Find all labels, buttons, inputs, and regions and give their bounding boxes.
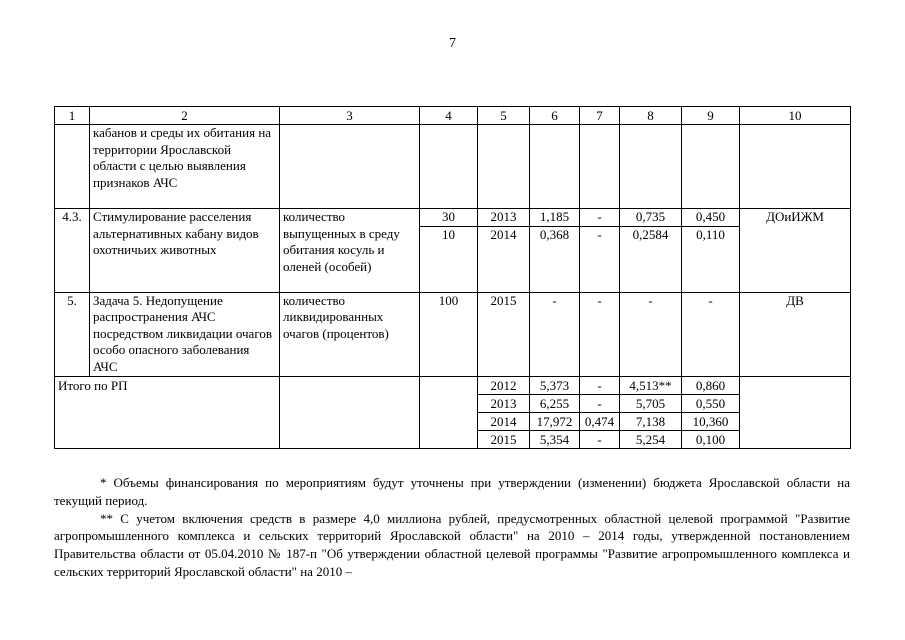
cell-value: 0,2584: [620, 226, 682, 292]
cell-value: 6,255: [530, 394, 580, 412]
header-cell: 3: [280, 107, 420, 125]
cell-value: -: [580, 394, 620, 412]
cell-value: 5,254: [620, 430, 682, 448]
cell-value: 30: [420, 209, 478, 227]
cell-value: -: [580, 292, 620, 376]
table-row-4-3: [55, 209, 851, 227]
cell-value: -: [580, 430, 620, 448]
cell-value: 5,373: [530, 376, 580, 394]
cell-text: Задача 5. Недопущение распространения АЧС посредством ликвидации очагов особо опасного заболевания АЧС: [90, 292, 280, 376]
executor-cell: ДОиИЖМ: [740, 209, 851, 293]
row-number: 4.3.: [55, 209, 90, 293]
cell-value: 2013: [478, 394, 530, 412]
cell-value: 17,972: [530, 412, 580, 430]
footnotes: [54, 474, 850, 581]
program-table: [54, 106, 851, 449]
empty-cell: [478, 125, 530, 209]
table-row-5: [55, 292, 851, 376]
empty-cell: [580, 125, 620, 209]
page-number: 7: [449, 36, 456, 51]
header-cell: 1: [55, 107, 90, 125]
cell-value: 0,735: [620, 209, 682, 227]
cell-value: 2015: [478, 430, 530, 448]
cell-value: 0,110: [682, 226, 740, 292]
cell-value: 5,354: [530, 430, 580, 448]
cell-value: 2012: [478, 376, 530, 394]
header-cell: 9: [682, 107, 740, 125]
cell-value: 7,138: [620, 412, 682, 430]
header-cell: 2: [90, 107, 280, 125]
empty-cell: [740, 125, 851, 209]
cell-value: 0,368: [530, 226, 580, 292]
empty-cell: [682, 125, 740, 209]
empty-cell: [280, 376, 420, 448]
header-cell: 6: [530, 107, 580, 125]
header-cell: 10: [740, 107, 851, 125]
executor-cell: ДВ: [740, 292, 851, 376]
cell-value: 0,100: [682, 430, 740, 448]
cell-value: -: [530, 292, 580, 376]
cell-value: -: [580, 376, 620, 394]
footnote-1: * Объемы финансирования по мероприятиям будут уточнены при утверждении (изменении) бюджета Ярославской области на текущий период.: [54, 475, 850, 508]
cell-value: 0,550: [682, 394, 740, 412]
cell-value: 2013: [478, 209, 530, 227]
cell-value: 0,860: [682, 376, 740, 394]
empty-cell: [530, 125, 580, 209]
cell-text: количество ликвидированных очагов (процентов): [280, 292, 420, 376]
header-cell: 5: [478, 107, 530, 125]
cell-value: 2014: [478, 412, 530, 430]
empty-cell: [55, 125, 90, 209]
cell-value: 4,513**: [620, 376, 682, 394]
cell-value: -: [580, 209, 620, 227]
cell-value: 10,360: [682, 412, 740, 430]
cell-value: 2014: [478, 226, 530, 292]
cell-value: -: [580, 226, 620, 292]
total-label: Итого по РП: [55, 376, 280, 448]
empty-cell: [420, 376, 478, 448]
cell-value: 100: [420, 292, 478, 376]
header-cell: 8: [620, 107, 682, 125]
header-cell: 4: [420, 107, 478, 125]
footnote-2: ** С учетом включения средств в размере 4,0 миллиона рублей, предусмотренных областной целевой программой "Развитие агропромышленного комплекса и сельских территорий Ярославской области" на 2010 – 2014 годы, утвержденной постановлением Правительства области от 05.04.2010 № 187-п "Об утверждении областной целевой программы "Развитие агропромышленного комплекса и сельских территорий Ярославской области" на 2010 –: [54, 510, 850, 579]
empty-cell: [420, 125, 478, 209]
row-number: 5.: [55, 292, 90, 376]
cell-value: -: [620, 292, 682, 376]
header-cell: 7: [580, 107, 620, 125]
total-row: [55, 376, 851, 394]
cell-value: 1,185: [530, 209, 580, 227]
cell-value: -: [682, 292, 740, 376]
cell-value: 0,474: [580, 412, 620, 430]
cell-text: количество выпущенных в среду обитания косуль и оленей (особей): [280, 209, 420, 293]
cell-value: 10: [420, 226, 478, 292]
cell-value: 0,450: [682, 209, 740, 227]
empty-cell: [280, 125, 420, 209]
table-row-continuation: [55, 125, 851, 209]
empty-cell: [740, 376, 851, 448]
cell-value: 2015: [478, 292, 530, 376]
header-row: [55, 107, 851, 125]
empty-cell: [620, 125, 682, 209]
cell-value: 5,705: [620, 394, 682, 412]
cell-text: Стимулирование расселения альтернативных кабану видов охотничьих животных: [90, 209, 280, 293]
cell-text: кабанов и среды их обитания на территории Ярославской области с целью выявления признаков АЧС: [90, 125, 280, 209]
